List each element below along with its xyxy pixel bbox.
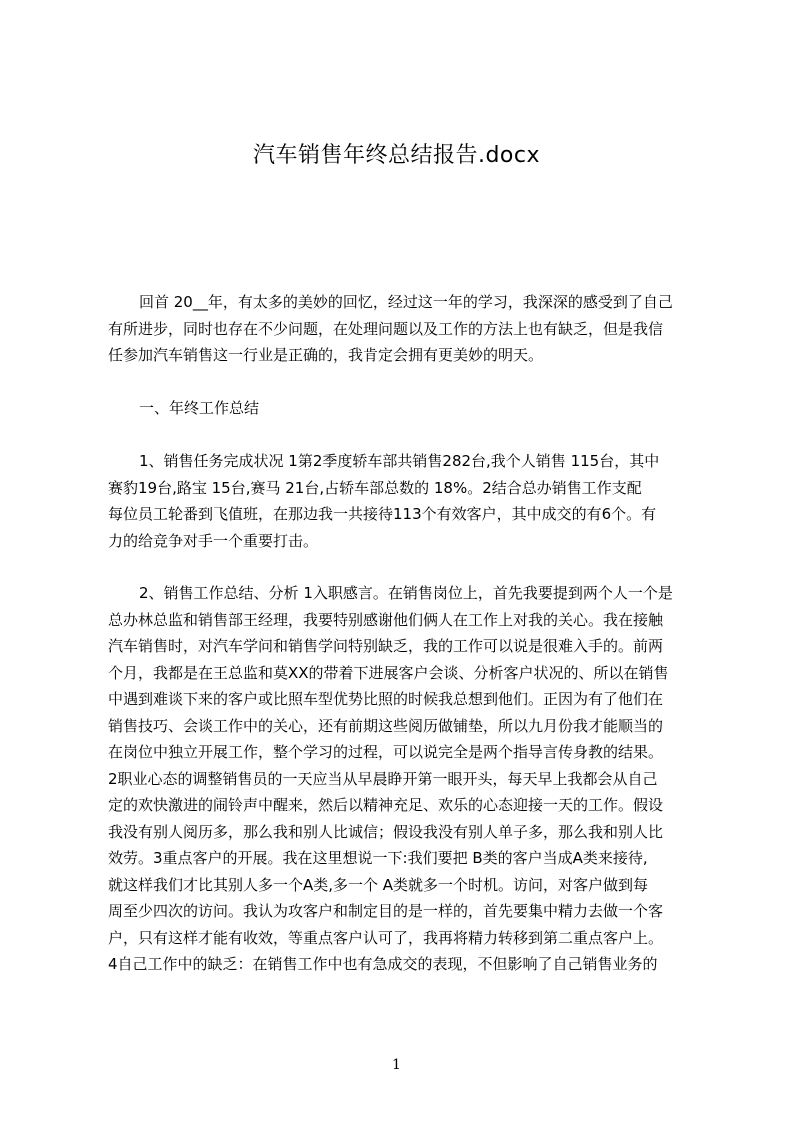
para2-line-4: 个月，我都是在王总监和莫XX的带着下进展客户会谈、分析客户状况的、所以在销售 (108, 664, 669, 682)
para2-line-3: 汽车销售时，对汽车学问和销售学问特别缺乏，我的工作可以说是很难入手的。前两 (108, 637, 664, 655)
para2-line-2: 总办林总监和销售部王经理，我要特别感谢他们俩人在工作上对我的关心。我在接触 (108, 611, 664, 629)
intro-line-3: 任参加汽车销售这一行业是正确的，我肯定会拥有更美妙的明天。 (108, 346, 544, 364)
para2-line-9: 定的欢快激进的闹铃声中醒来，然后以精神充足、欢乐的心态迎接一天的工作。假设 (108, 796, 664, 814)
para2-line-6: 销售技巧、会谈工作中的关心，还有前期这些阅历做铺垫，所以九月份我才能顺当的 (108, 717, 664, 735)
para1-line-2: 赛豹19台,路宝 15台,赛马 21台,占轿车部总数的 18%。2结合总办销售工作支配 (108, 479, 642, 497)
para1-line-3: 每位员工轮番到飞值班，在那边我一共接待113个有效客户，其中成交的有6个。有 (108, 505, 657, 523)
page-number: 1 (392, 1057, 401, 1073)
para2-line-8: 2职业心态的调整销售员的一天应当从早晨睁开第一眼开头，每天早上我都会从自己 (108, 770, 658, 788)
section-heading: 一、年终工作总结 (139, 399, 260, 417)
para2-line-15: 4自己工作中的缺乏：在销售工作中也有急成交的表现，不但影响了自己销售业务的 (108, 955, 658, 973)
intro-line-1: 回首 20__年，有太多的美妙的回忆，经过这一年的学习，我深深的感受到了自己 (139, 293, 673, 311)
para2-line-11: 效劳。3重点客户的开展。我在这里想说一下:我们要把 B类的客户当成A类来接待, (108, 849, 648, 867)
para2-line-1: 2、销售工作总结、分析 1入职感言。在销售岗位上，首先我要提到两个人一个是 (139, 584, 673, 602)
para2-line-12: 就这样我们才比其别人多一个A类,多一个 A类就多一个时机。访问，对客户做到每 (108, 876, 649, 894)
para2-line-13: 周至少四次的访问。我认为攻客户和制定目的是一样的，首先要集中精力去做一个客 (108, 902, 664, 920)
para2-line-14: 户，只有这样才能有收效，等重点客户认可了，我再将精力转移到第二重点客户上。 (108, 929, 664, 947)
para2-line-10: 我没有别人阅历多，那么我和别人比诚信；假设我没有别人单子多，那么我和别人比 (108, 823, 664, 841)
para1-line-4: 力的给竞争对手一个重要打击。 (108, 532, 319, 550)
document-title: 汽车销售年终总结报告.docx (252, 143, 541, 168)
para1-line-1: 1、销售任务完成状况 1第2季度轿车部共销售282台,我个人销售 115台，其中 (139, 452, 660, 470)
para2-line-7: 在岗位中独立开展工作，整个学习的过程，可以说完全是两个指导言传身教的结果。 (108, 743, 664, 761)
para2-line-5: 中遇到难谈下来的客户或比照车型优势比照的时候我总想到他们。正因为有了他们在 (108, 690, 664, 708)
intro-line-2: 有所进步，同时也存在不少问题，在处理问题以及工作的方法上也有缺乏，但是我信 (108, 320, 664, 338)
